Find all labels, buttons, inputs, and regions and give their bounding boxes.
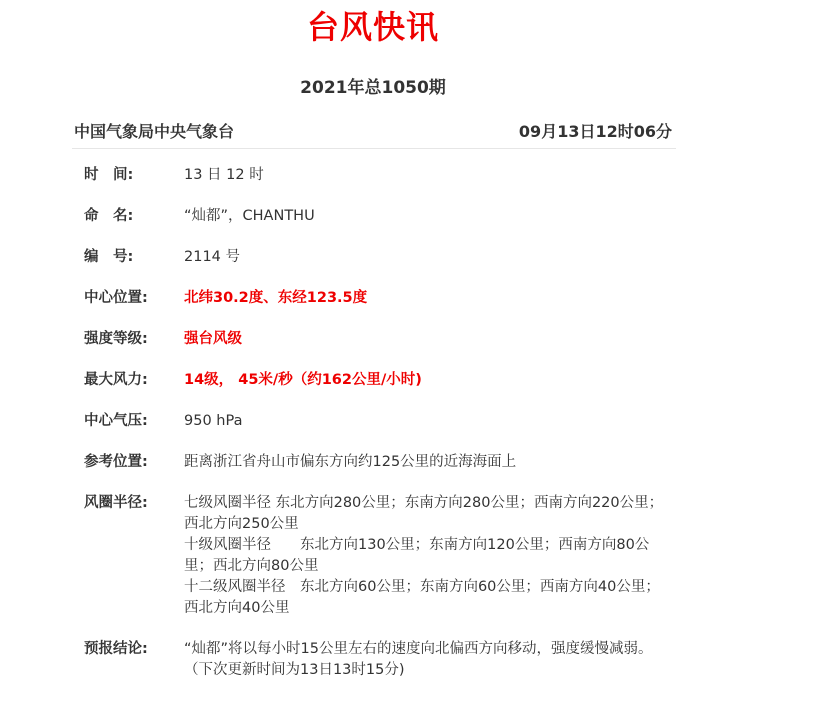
field-label: 风圈半径: xyxy=(84,495,148,511)
forecast-body xyxy=(184,639,664,681)
field-label: 预报结论: xyxy=(84,641,148,657)
issued-time: 09月13日12时06分 xyxy=(518,122,672,141)
wind-radius-line-10: 十级风圈半径 东北方向130公里；东南方向120公里；西南方向80公里；西北方向80公里 xyxy=(184,537,650,574)
issue-number: 2021年总1050期 xyxy=(300,78,446,98)
agency-name: 中国气象局中央气象台 xyxy=(74,122,235,141)
field-label: 编 号: xyxy=(84,249,134,265)
field-value: 距离浙江省舟山市偏东方向约125公里的近海海面上 xyxy=(184,454,517,470)
field-label: 强度等级: xyxy=(84,331,148,347)
forecast-text: “灿都”将以每小时15公里左右的速度向北偏西方向移动，强度缓慢减弱。 xyxy=(184,641,653,657)
field-label: 最大风力: xyxy=(84,372,148,388)
field-value: 2114 号 xyxy=(184,249,241,265)
agency-row xyxy=(72,120,676,149)
field-label: 中心位置: xyxy=(84,290,148,306)
field-value: 北纬30.2度、东经123.5度 xyxy=(184,290,368,306)
field-label: 中心气压: xyxy=(84,413,148,429)
field-value: 13 日 12 时 xyxy=(184,167,264,183)
field-value: 强台风级 xyxy=(184,331,242,347)
wind-radius-line-12: 十二级风圈半径 东北方向60公里；东南方向60公里；西南方向40公里；西北方向40公里 xyxy=(184,579,660,616)
page-title: 台风快讯 xyxy=(306,8,439,46)
next-update-note: （下次更新时间为13日13时15分) xyxy=(184,662,405,678)
field-label: 参考位置: xyxy=(84,454,148,470)
wind-radius-line-7: 七级风圈半径 东北方向280公里；东南方向280公里；西南方向220公里；西北方向250公里 xyxy=(184,495,664,532)
field-value: “灿都”，CHANTHU xyxy=(184,208,315,224)
field-value: 14级， 45米/秒（约162公里/小时) xyxy=(184,372,422,388)
wind-radius-list xyxy=(184,493,664,619)
field-label: 命 名: xyxy=(84,208,134,224)
field-label: 时 间: xyxy=(84,167,134,183)
field-value: 950 hPa xyxy=(184,413,243,429)
